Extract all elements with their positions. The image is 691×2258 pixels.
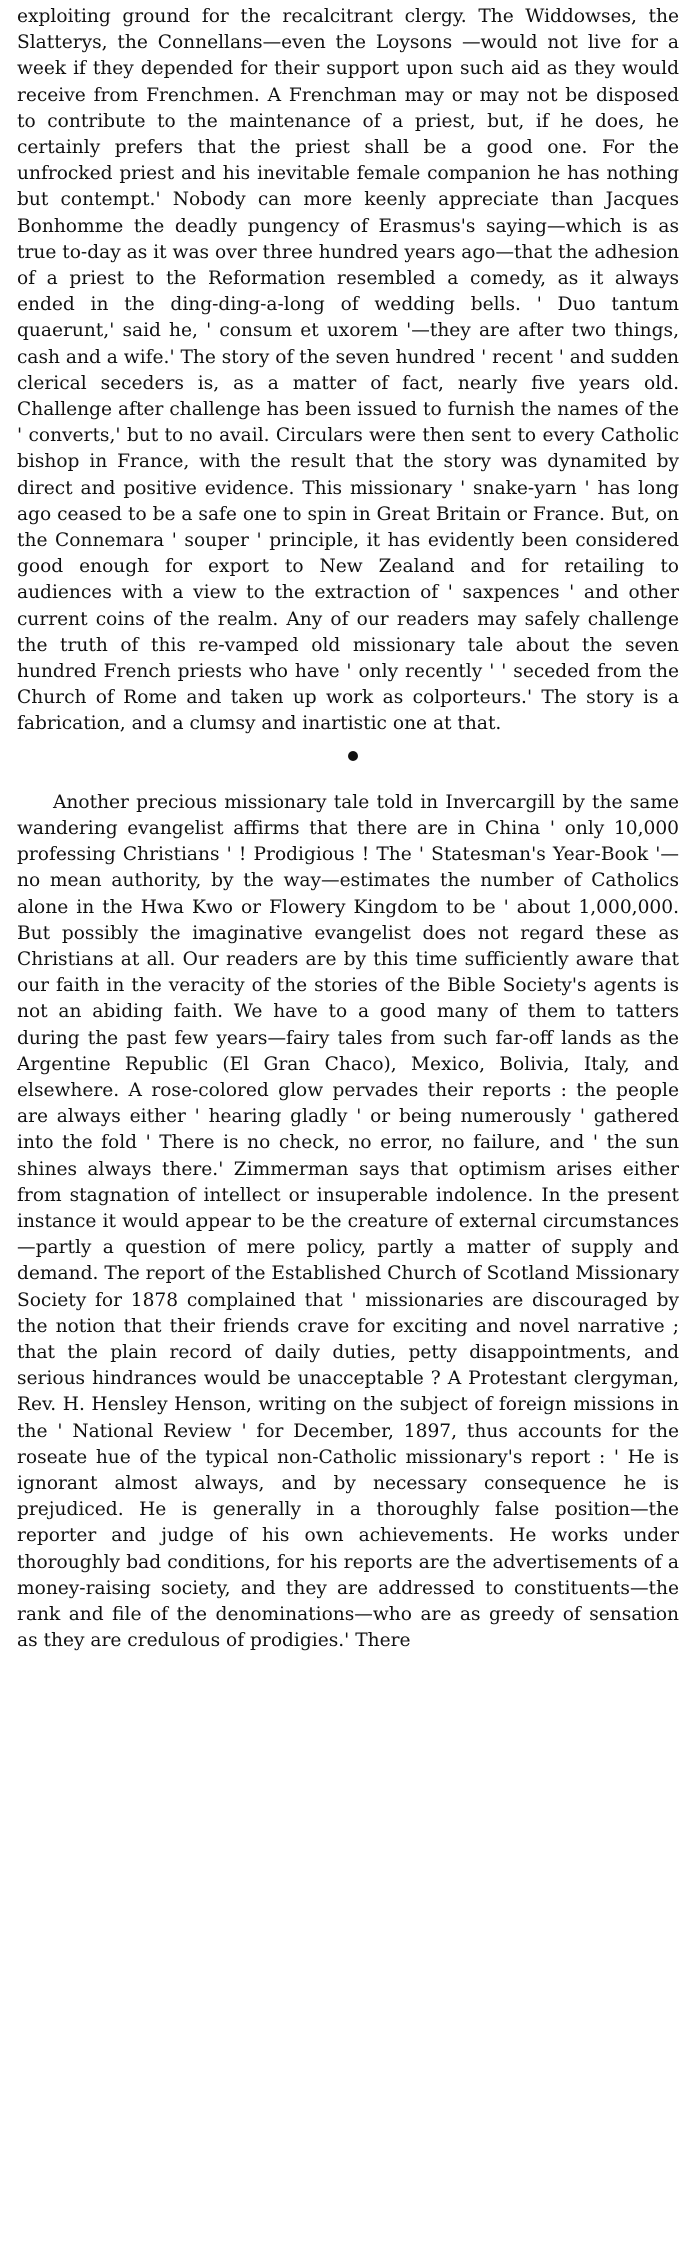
section-separator bbox=[17, 738, 679, 774]
article-paragraph-2: Another precious missionary tale told in Invercargill by the same wandering evangelist affirms that there are in China ' only 10,000 professing Christians ' ! Prodigious ! The ' Statesman's Year-Book '—no mean authority, by the way—estimates the number of Catholics alone in the Hwa Kwo or Flowery Kingdom to be ' about 1,000,000. But possibly the imaginative evangelist does not regard these as Christians at all. Our readers are by this time sufficiently aware that our faith in the veracity of the stories of the Bible Society's agents is not an abiding faith. We have to a good many of them to tatters during the past few years—fairy tales from such far-off lands as the Argentine Republic (El Gran Chaco), Mexico, Bolivia, Italy, and elsewhere. A rose-colored glow pervades their reports : the people are always either ' hearing gladly ' or being numerously ' gathered into the fold ' There is no check, no error, no failure, and ' the sun shines always there.' Zimmerman says that optimism arises either from stagnation of intellect or insuperable indolence. In the present instance it would appear to be the creature of external circumstances—partly a question of mere policy, partly a matter of supply and demand. The report of the Established Church of Scotland Missionary Society for 1878 complained that ' missionaries are discouraged by the notion that their friends crave for exciting and novel narrative ; that the plain record of daily duties, petty disappointments, and serious hindrances would be unacceptable ? A Protestant clergyman, Rev. H. Hensley Henson, writing on the subject of foreign missions in the ' National Review ' for December, 1897, thus accounts for the roseate hue of the typical non-Catholic missionary's report : ' He is ignorant almost always, and by necessary consequence he is prejudiced. He is generally in a thoroughly false position—the reporter and judge of his own achievements. He works under thoroughly bad conditions, for his reports are the advertisements of a money-raising society, and they are addressed to constituents—the rank and file of the denominations—who are as greedy of sensation as they are credulous of prodigies.' There bbox=[17, 791, 679, 1652]
separator-dot-icon bbox=[348, 751, 358, 761]
article-paragraph-1: exploiting ground for the recalcitrant clergy. The Widdowses, the Slatterys, the Connellans—even the Loysons —would not live for a week if they depended for their support upon such aid as they would receive from Frenchmen. A Frenchman may or may not be disposed to contribute to the maintenance of a priest, but, if he does, he certainly prefers that the priest shall be a good one. For the unfrocked priest and his inevitable female companion he has nothing but contempt.' Nobody can more keenly appreciate than Jacques Bonhomme the deadly pungency of Erasmus's saying—which is as true to-day as it was over three hundred years ago—that the adhesion of a priest to the Reformation resembled a comedy, as it always ended in the ding-ding-a-long of wedding bells. ' Duo tantum quaerunt,' said he, ' consum et uxorem '—they are after two things, cash and a wife.' The story of the seven hundred ' recent ' and sudden clerical seceders is, as a matter of fact, nearly five years old. Challenge after challenge has been issued to furnish the names of the ' converts,' but to no avail. Circulars were then sent to every Catholic bishop in France, with the result that the story was dynamited by direct and positive evidence. This missionary ' snake-yarn ' has long ago ceased to be a safe one to spin in Great Britain or France. But, on the Connemara ' souper ' principle, it has evidently been considered good enough for export to New Zealand and for retailing to audiences with a view to the extraction of ' saxpences ' and other current coins of the realm. Any of our readers may safely challenge the truth of this re-vamped old missionary tale about the seven hundred French priests who have ' only recently ' ' seceded from the Church of Rome and taken up work as colporteurs.' The story is a fabrication, and a clumsy and inartistic one at that. bbox=[17, 6, 679, 735]
